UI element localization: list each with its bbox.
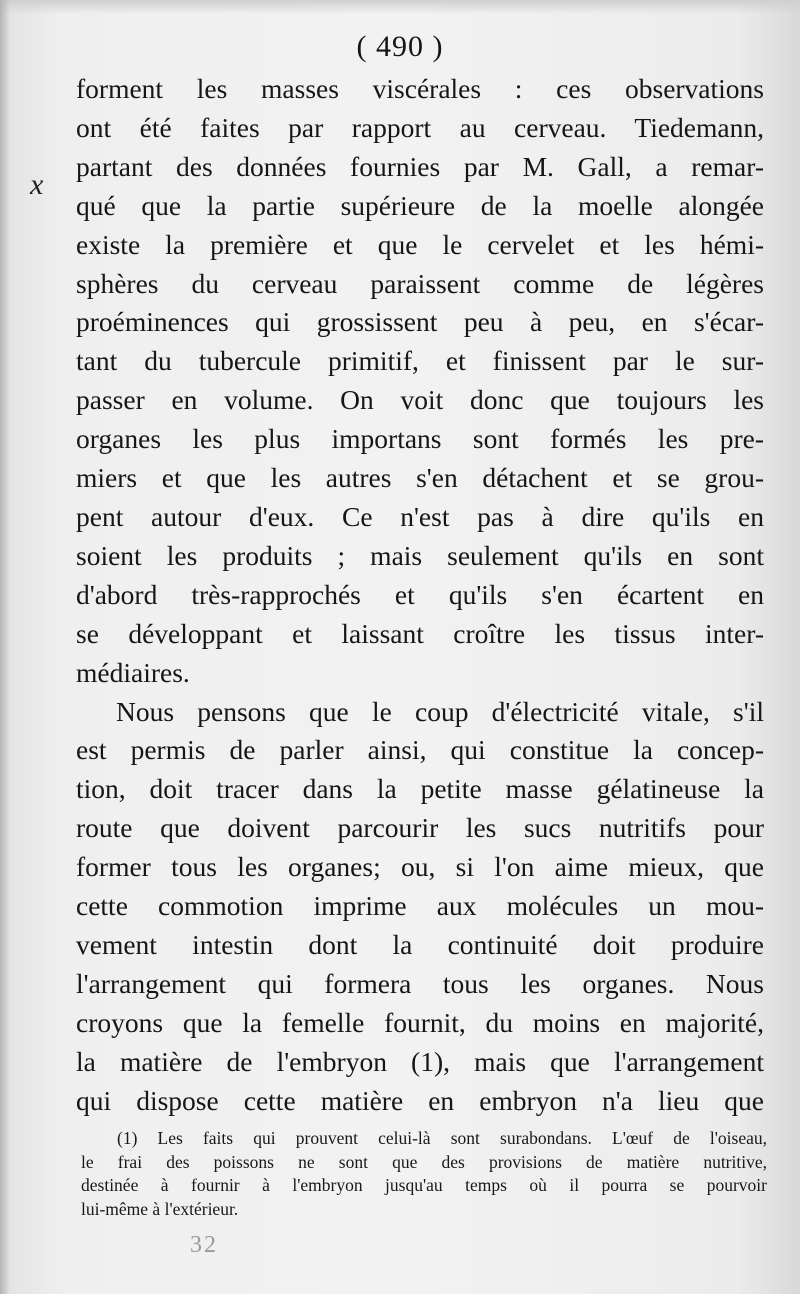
- text-line: passer en volume. On voit donc que toujours les: [76, 384, 764, 416]
- text-line: miers et que les autres s'en détachent et se grou-: [76, 462, 764, 494]
- text-line: sphères du cerveau paraissent comme de légères: [76, 267, 764, 299]
- text-line: forment les masses viscérales : ces observations: [76, 73, 764, 104]
- text-line: est permis de parler ainsi, qui constitue la concep-: [76, 734, 764, 766]
- text-line: d'abord très-rapprochés et qu'ils s'en écartent en: [76, 578, 764, 610]
- footnote-line: destinée à fournir à l'embryon jusqu'au temps où il pourra se pourvoir: [81, 1175, 767, 1195]
- footnote-line: le frai des poissons ne sont que des provisions de matière nutritive,: [81, 1151, 767, 1172]
- footnote-block: [81, 1127, 767, 1221]
- text-line: l'arrangement qui formera tous les organes. Nous: [76, 967, 764, 999]
- footnote-line: (1) Les faits qui prouvent celui-là sont surabondans. L'œuf de l'oiseau,: [117, 1128, 767, 1148]
- text-line: médiaires.: [76, 656, 190, 688]
- text-line: pent autour d'eux. Ce n'est pas à dire qu'ils en: [76, 500, 764, 532]
- text-line: qui dispose cette matière en embryon n'a lieu que: [76, 1084, 764, 1116]
- text-line: existe la première et que le cervelet et les hémi-: [76, 228, 764, 260]
- margin-annotation-mark: x: [30, 168, 44, 201]
- text-line: partant des données fournies par M. Gall, a remar-: [76, 150, 764, 182]
- paragraph-start-line: Nous pensons que le coup d'électricité vitale, s'il: [116, 695, 764, 727]
- text-line: qué que la partie supérieure de la moelle alongée: [76, 189, 764, 221]
- text-line: se développant et laissant croître les tissus inter-: [76, 617, 764, 649]
- text-line: vement intestin dont la continuité doit produire: [76, 928, 764, 960]
- text-line: cette commotion imprime aux molécules un mou-: [76, 890, 764, 922]
- text-line: organes les plus importans sont formés les pre-: [76, 423, 764, 455]
- text-line: la matière de l'embryon (1), mais que l'arrangement: [76, 1045, 764, 1077]
- text-line: proéminences qui grossissent peu à peu, en s'écar-: [76, 306, 764, 338]
- page-number: ( 490 ): [356, 30, 444, 63]
- main-text: [76, 70, 764, 1120]
- footnote-line: lui-même à l'extérieur.: [81, 1198, 239, 1219]
- text-line: croyons que la femelle fournit, du moins en majorité,: [76, 1006, 764, 1038]
- text-line: tion, doit tracer dans la petite masse gélatineuse la: [76, 773, 764, 805]
- text-line: ont été faites par rapport au cerveau. Tiedemann,: [76, 111, 764, 143]
- text-line: tant du tubercule primitif, et finissent par le sur-: [76, 345, 764, 377]
- printer-signature-mark: 32: [190, 1232, 218, 1258]
- page-edge-shadow-left: [0, 0, 10, 1294]
- text-line: route que doivent parcourir les sucs nutritifs pour: [76, 812, 764, 844]
- text-line: soient les produits ; mais seulement qu'ils en sont: [76, 539, 764, 571]
- page-edge-shadow-top: [0, 0, 800, 14]
- text-line: former tous les organes; ou, si l'on aime mieux, que: [76, 851, 764, 883]
